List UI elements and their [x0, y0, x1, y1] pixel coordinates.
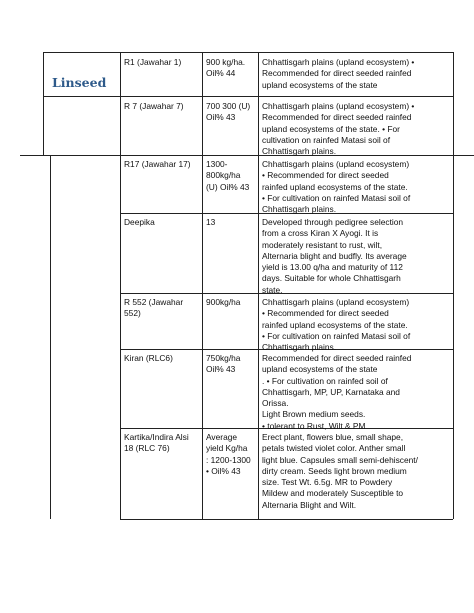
yield-line: yield Kg/ha	[206, 443, 248, 454]
remarks-cell-r7	[262, 432, 418, 511]
variety-cell-r3	[124, 159, 191, 170]
remarks-line: . • For cultivation on rainfed soil of	[262, 375, 388, 386]
col-divider-2	[202, 52, 203, 519]
remarks-cell-r3	[262, 159, 410, 215]
remarks-line: • For cultivation on rainfed Matasi soil of	[262, 192, 411, 203]
remarks-line: Chhattisgarh plains (upland ecosystem)	[262, 159, 410, 169]
col-border-right	[453, 52, 454, 519]
remarks-line: size. Test Wt. 6.5g. MR to Powdery	[262, 477, 393, 488]
yield-line: • Oil% 43	[206, 465, 241, 476]
remarks-line: days. Suitable for whole Chhattisgarh	[262, 273, 401, 284]
remarks-line: Orissa.	[262, 398, 289, 409]
variety-cell-r6	[124, 353, 173, 364]
variety-line: Kartika/Indira Alsi	[124, 432, 189, 442]
yield-line: 750kg/ha	[206, 353, 241, 363]
variety-cell-r4	[124, 217, 155, 228]
remarks-line: Chhattisgarh plains (upland ecosystem) •	[262, 101, 415, 111]
variety-cell-r1	[124, 57, 181, 68]
remarks-line: from a cross Kiran X Ayogi. It is	[262, 228, 379, 239]
col-divider-1	[120, 52, 121, 519]
yield-cell-r1	[206, 57, 245, 80]
remarks-line: Chhattisgarh plains.	[262, 146, 337, 157]
remarks-line: Mildew and moderately Susceptible to	[262, 488, 404, 499]
remarks-line: Chhattisgarh plains.	[262, 342, 337, 353]
yield-line: Average	[206, 432, 238, 442]
yield-cell-r5	[206, 297, 240, 308]
yield-line: 900 kg/ha.	[206, 57, 246, 67]
yield-cell-r4	[206, 217, 215, 228]
remarks-line: dirty cream. Seeds light brown medium	[262, 465, 407, 476]
remarks-line: Alternaria Blight and Wilt.	[262, 499, 357, 510]
table-border-bottom	[120, 519, 453, 520]
remarks-line: Chhattisgarh plains.	[262, 204, 337, 215]
remarks-line: Erect plant, flowers blue, small shape,	[262, 432, 404, 442]
remarks-line: petals twisted violet color. Anther small	[262, 443, 406, 454]
remarks-line: Chhattisgarh plains (upland ecosystem) •	[262, 57, 415, 67]
yield-line: (U) Oil% 43	[206, 181, 250, 192]
yield-line: Oil% 43	[206, 112, 236, 123]
remarks-line: state.	[262, 284, 283, 295]
variety-line: 552)	[124, 308, 141, 319]
remarks-line: Developed through pedigree selection	[262, 217, 404, 227]
yield-cell-r3	[206, 159, 249, 193]
remarks-cell-r6	[262, 353, 411, 432]
yield-line: 800kg/ha	[206, 170, 241, 181]
variety-cell-r2	[124, 101, 184, 112]
remarks-line: light blue. Capsules small semi-dehiscent/	[262, 454, 418, 465]
remarks-line: Recommended for direct seeded rainfed	[262, 112, 412, 123]
yield-line: 13	[206, 217, 216, 227]
remarks-line: • Recommended for direct seeded	[262, 308, 389, 319]
remarks-cell-r2	[262, 101, 414, 157]
crop-name: Linseed	[52, 75, 107, 90]
remarks-line: upland ecosystems of the state. • For	[262, 123, 400, 134]
col-border-left-bottom	[50, 155, 51, 519]
remarks-line: Recommended for direct seeded rainfed	[262, 68, 412, 79]
variety-line: 18 (RLC 76)	[124, 443, 170, 454]
remarks-line: rainfed upland ecosystems of the state.	[262, 181, 408, 192]
col-divider-3	[258, 52, 259, 519]
remarks-cell-r5	[262, 297, 410, 353]
remarks-line: • Recommended for direct seeded	[262, 170, 389, 181]
yield-line: : 1200-1300	[206, 454, 251, 465]
remarks-line: Alternaria blight and budfly. Its average	[262, 250, 407, 261]
variety-line: R 7 (Jawahar 7)	[124, 101, 184, 111]
remarks-line: upland ecosystems of the state	[262, 79, 378, 90]
variety-line: R17 (Jawahar 17)	[124, 159, 191, 169]
yield-cell-r7	[206, 432, 251, 477]
remarks-line: Light Brown medium seeds.	[262, 409, 366, 420]
col-border-left-top	[43, 52, 44, 156]
remarks-cell-r4	[262, 217, 407, 296]
yield-cell-r6	[206, 353, 240, 376]
table-border-top	[43, 52, 453, 53]
yield-line: 1300-	[206, 159, 228, 169]
remarks-line: cultivation on rainfed Matasi soil of	[262, 134, 391, 145]
remarks-line: Recommended for direct seeded rainfed	[262, 353, 412, 363]
variety-line: Deepika	[124, 217, 155, 227]
yield-line: Oil% 43	[206, 364, 236, 375]
remarks-line: yield is 13.00 q/ha and maturity of 112	[262, 262, 403, 273]
remarks-cell-r1	[262, 57, 414, 91]
yield-cell-r2	[206, 101, 250, 124]
remarks-line: moderately resistant to rust, wilt,	[262, 239, 383, 250]
yield-line: 700 300 (U)	[206, 101, 251, 111]
yield-line: Oil% 44	[206, 68, 236, 79]
variety-cell-r7	[124, 432, 189, 455]
remarks-line: Chhattisgarh plains (upland ecosystem)	[262, 297, 410, 307]
variety-cell-r5	[124, 297, 183, 320]
variety-line: Kiran (RLC6)	[124, 353, 173, 363]
row-divider-1	[43, 96, 453, 97]
remarks-line: • For cultivation on rainfed Matasi soil of	[262, 330, 411, 341]
yield-line: 900kg/ha	[206, 297, 241, 307]
variety-line: R1 (Jawahar 1)	[124, 57, 182, 67]
remarks-line: rainfed upland ecosystems of the state.	[262, 319, 408, 330]
variety-line: R 552 (Jawahar	[124, 297, 184, 307]
remarks-line: Chhattisgarh, MP, UP, Karnataka and	[262, 386, 400, 397]
remarks-line: • tolerant to Rust, Wilt & PM	[262, 420, 366, 431]
remarks-line: upland ecosystems of the state	[262, 364, 378, 375]
